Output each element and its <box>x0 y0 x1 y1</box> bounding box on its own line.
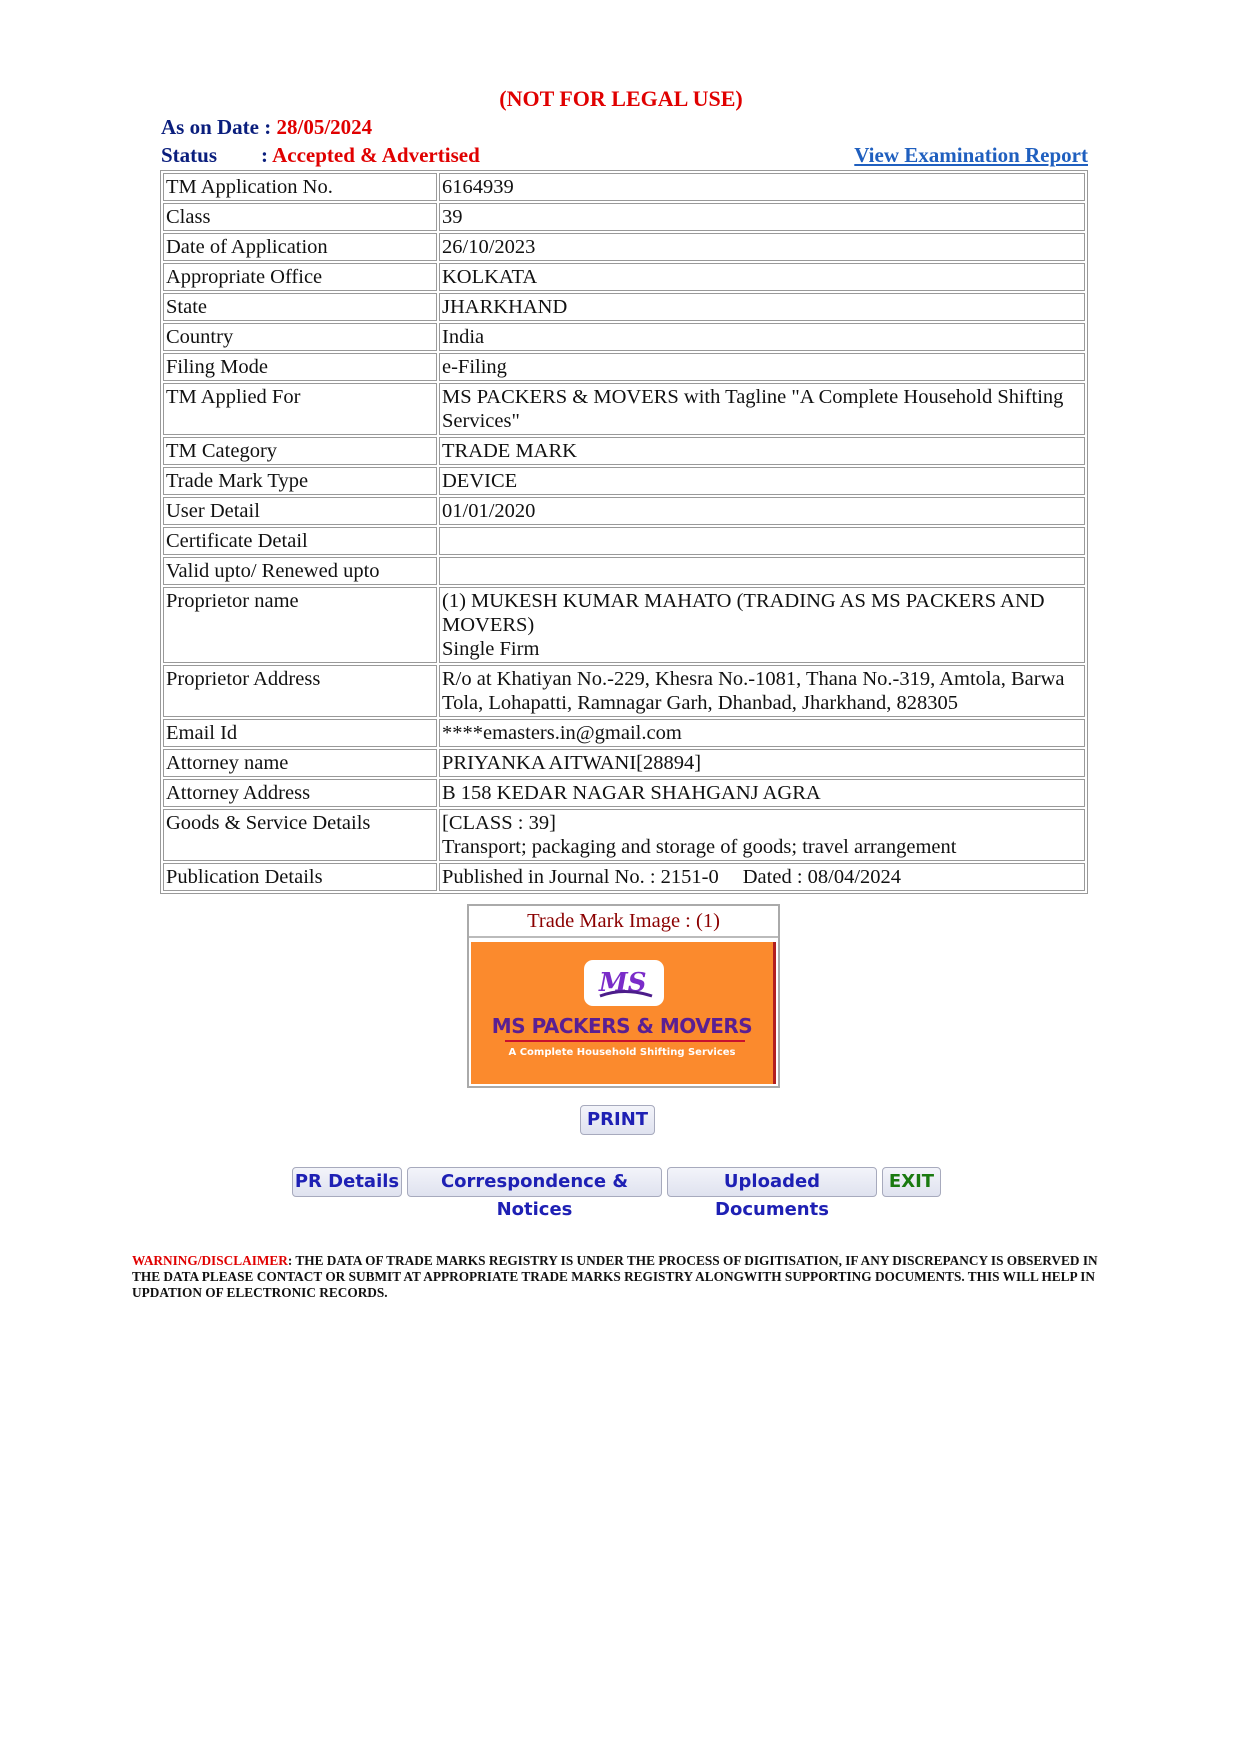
trade-mark-logo <box>471 942 776 1084</box>
details-row <box>163 497 1085 525</box>
details-value: DEVICE <box>442 470 518 492</box>
logo-badge <box>584 960 664 1006</box>
details-label: TM Category <box>163 437 437 465</box>
details-value-cell <box>439 263 1085 291</box>
details-label: TM Applied For <box>163 383 437 435</box>
details-label: Attorney Address <box>163 779 437 807</box>
as-on-date-label: As on Date : <box>161 115 272 139</box>
details-value-cell <box>439 587 1085 663</box>
details-row <box>163 719 1085 747</box>
details-row <box>163 557 1085 585</box>
details-value: Published in Journal No. : 2151-0 <box>442 866 719 888</box>
print-button[interactable]: PRINT <box>580 1105 655 1135</box>
details-row <box>163 779 1085 807</box>
logo-underline <box>505 1040 745 1042</box>
warning-label: WARNING/DISCLAIMER <box>132 1253 288 1268</box>
details-row <box>163 323 1085 351</box>
details-row <box>163 383 1085 435</box>
warning-text: : THE DATA OF TRADE MARKS REGISTRY IS UNDER THE PROCESS OF DIGITISATION, IF ANY DISCREPANCY IS OBSERVED IN THE DATA PLEASE CONTACT OR SUBMIT AT APPROPRIATE TRADE MARKS REGISTRY ALONGWITH SUPPORTING DOCUMENTS. THIS WILL HELP IN UPDATION OF ELECTRONIC RECORDS. <box>132 1253 1098 1300</box>
details-value: TRADE MARK <box>442 440 577 462</box>
details-row <box>163 203 1085 231</box>
trade-mark-image-title: Trade Mark Image : (1) <box>469 906 778 938</box>
correspondence-notices-button[interactable]: Correspondence & Notices <box>407 1167 662 1197</box>
details-value: R/o at Khatiyan No.-229, Khesra No.-1081, Thana No.-319, Amtola, Barwa Tola, Lohapatti, Ramnagar Garh, Dhanbad, Jharkhand, 828305 <box>442 668 1065 714</box>
details-value-cell <box>439 527 1085 555</box>
details-value-cell <box>439 437 1085 465</box>
details-label: Publication Details <box>163 863 437 891</box>
details-row <box>163 527 1085 555</box>
legal-notice: (NOT FOR LEGAL USE) <box>499 86 743 111</box>
details-row <box>163 437 1085 465</box>
application-status <box>161 143 480 168</box>
status-value: Accepted & Advertised <box>272 143 480 167</box>
details-value-cell <box>439 809 1085 861</box>
status-separator: : <box>261 143 269 167</box>
trade-mark-image-panel <box>467 904 780 1088</box>
svg-text:MS: MS <box>599 968 647 998</box>
details-value-cell <box>439 557 1085 585</box>
details-label: Attorney name <box>163 749 437 777</box>
application-details-table <box>160 170 1088 894</box>
logo-tagline: A Complete Household Shifting Services <box>508 1047 736 1058</box>
details-value-cell <box>439 719 1085 747</box>
view-examination-report-link[interactable]: View Examination Report <box>854 143 1088 167</box>
details-value: 39 <box>442 206 463 228</box>
details-value-cell <box>439 749 1085 777</box>
details-value-cell <box>439 665 1085 717</box>
details-label: Proprietor name <box>163 587 437 663</box>
details-value-cell <box>439 233 1085 261</box>
status-label: Status <box>161 143 218 167</box>
details-row <box>163 749 1085 777</box>
details-value-cell <box>439 323 1085 351</box>
details-row <box>163 353 1085 381</box>
details-value: India <box>442 326 485 348</box>
details-value-cell <box>439 203 1085 231</box>
details-row <box>163 665 1085 717</box>
as-on-date <box>161 115 372 140</box>
details-value-secondary: Single Firm <box>442 638 540 660</box>
details-row <box>163 233 1085 261</box>
details-value: e-Filing <box>442 356 507 378</box>
details-value-cell <box>439 863 1085 891</box>
ms-monogram-icon <box>594 963 656 1003</box>
details-value: MS PACKERS & MOVERS with Tagline "A Complete Household Shifting Services" <box>442 386 1064 432</box>
details-value-cell <box>439 383 1085 435</box>
details-value: 6164939 <box>442 176 514 198</box>
details-value-cell <box>439 353 1085 381</box>
details-row <box>163 587 1085 663</box>
details-row <box>163 809 1085 861</box>
details-row <box>163 293 1085 321</box>
details-label: Date of Application <box>163 233 437 261</box>
warning-disclaimer <box>132 1253 1112 1301</box>
details-value: ****emasters.in@gmail.com <box>442 722 682 744</box>
details-row <box>163 863 1085 891</box>
details-row <box>163 263 1085 291</box>
details-label: Valid upto/ Renewed upto <box>163 557 437 585</box>
details-label: Trade Mark Type <box>163 467 437 495</box>
details-value: B 158 KEDAR NAGAR SHAHGANJ AGRA <box>442 782 821 804</box>
details-label: Country <box>163 323 437 351</box>
details-label: Class <box>163 203 437 231</box>
exit-button[interactable]: EXIT <box>882 1167 941 1197</box>
details-value-secondary: Dated : 08/04/2024 <box>742 866 902 888</box>
details-value: KOLKATA <box>442 266 538 288</box>
details-label: State <box>163 293 437 321</box>
details-label: Email Id <box>163 719 437 747</box>
details-row <box>163 467 1085 495</box>
details-value-cell <box>439 779 1085 807</box>
details-label: Filing Mode <box>163 353 437 381</box>
details-value: [CLASS : 39] <box>442 812 556 834</box>
details-label: Certificate Detail <box>163 527 437 555</box>
details-value: (1) MUKESH KUMAR MAHATO (TRADING AS MS PACKERS AND MOVERS) <box>442 590 1045 636</box>
details-value: PRIYANKA AITWANI[28894] <box>442 752 702 774</box>
logo-company-name: MS PACKERS & MOVERS <box>491 1014 753 1038</box>
details-value: JHARKHAND <box>442 296 568 318</box>
uploaded-documents-button[interactable]: Uploaded Documents <box>667 1167 877 1197</box>
details-row <box>163 173 1085 201</box>
details-value-cell <box>439 173 1085 201</box>
details-value-cell <box>439 293 1085 321</box>
details-value: 01/01/2020 <box>442 500 536 522</box>
as-on-date-value: 28/05/2024 <box>276 115 373 139</box>
details-value: 26/10/2023 <box>442 236 536 258</box>
details-value-cell <box>439 467 1085 495</box>
details-label: Proprietor Address <box>163 665 437 717</box>
details-label: User Detail <box>163 497 437 525</box>
details-label: TM Application No. <box>163 173 437 201</box>
details-label: Appropriate Office <box>163 263 437 291</box>
pr-details-button[interactable]: PR Details <box>292 1167 402 1197</box>
details-value-cell <box>439 497 1085 525</box>
details-label: Goods & Service Details <box>163 809 437 861</box>
details-value-secondary: Transport; packaging and storage of goods; travel arrangement <box>442 836 957 858</box>
